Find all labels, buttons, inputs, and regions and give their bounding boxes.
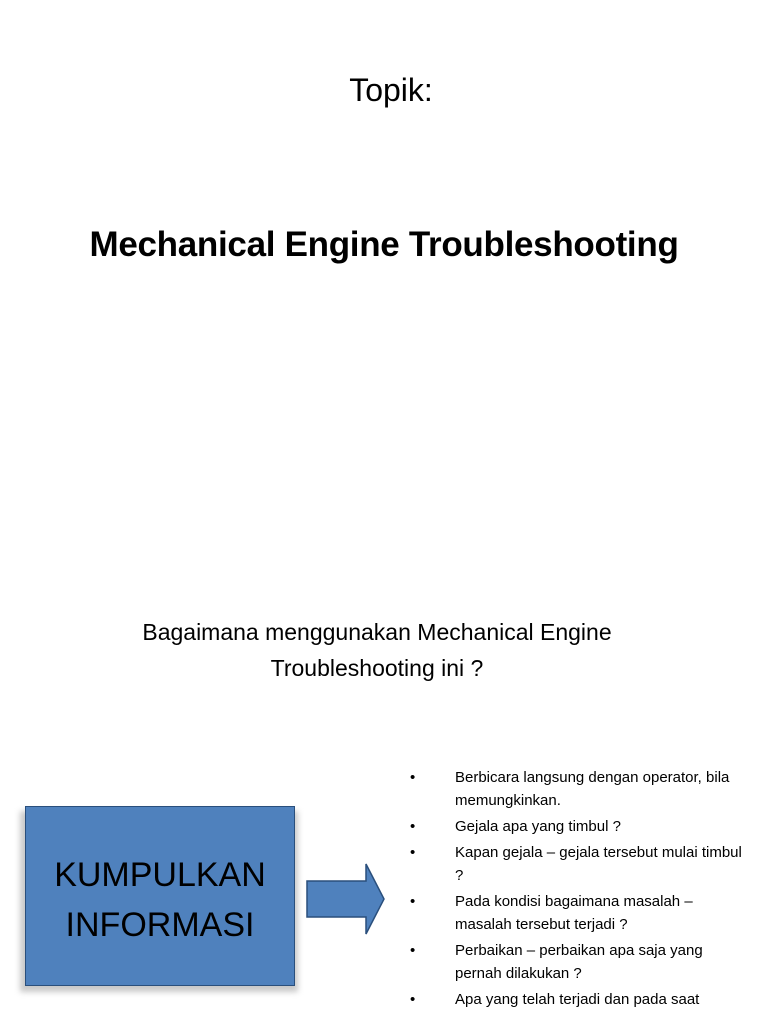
bullet-text: Pada kondisi bagaimana masalah – masalah tersebut terjadi ? — [455, 893, 693, 933]
bullet-text: Perbaikan – perbaikan apa saja yang pernah dilakukan ? — [455, 942, 703, 982]
list-item: • Perbaikan – perbaikan apa saja yang pernah dilakukan ? — [410, 942, 703, 982]
topic-label: Topik: — [349, 72, 433, 108]
slide-title: Mechanical Engine Troubleshooting — [89, 225, 679, 264]
list-item: • Pada kondisi bagaimana masalah – masalah tersebut terjadi ? — [410, 893, 693, 933]
box-label-line1: KUMPULKAN — [54, 856, 266, 894]
question-heading: Bagaimana menggunakan Mechanical Engine Troubleshooting ini ? — [142, 619, 612, 681]
bullet-text: Gejala apa yang timbul ? — [455, 818, 621, 835]
list-item: • Kapan gejala – gejala tersebut mulai timbul ? — [410, 844, 742, 884]
box-label-line2: INFORMASI — [65, 906, 255, 944]
bullet-text: Berbicara langsung dengan operator, bila memungkinkan. — [455, 769, 730, 809]
right-arrow-icon — [305, 862, 387, 936]
kumpulkan-informasi-box — [25, 806, 295, 986]
bullet-text: Kapan gejala – gejala tersebut mulai timbul ? — [455, 844, 742, 884]
info-bullet-list — [408, 766, 753, 1014]
bullet-text: Apa yang telah terjadi dan pada saat — [455, 991, 700, 1008]
list-item: • Gejala apa yang timbul ? — [410, 818, 621, 835]
list-item: • Berbicara langsung dengan operator, bila memungkinkan. — [410, 769, 730, 809]
list-item: • Apa yang telah terjadi dan pada saat — [410, 991, 700, 1008]
